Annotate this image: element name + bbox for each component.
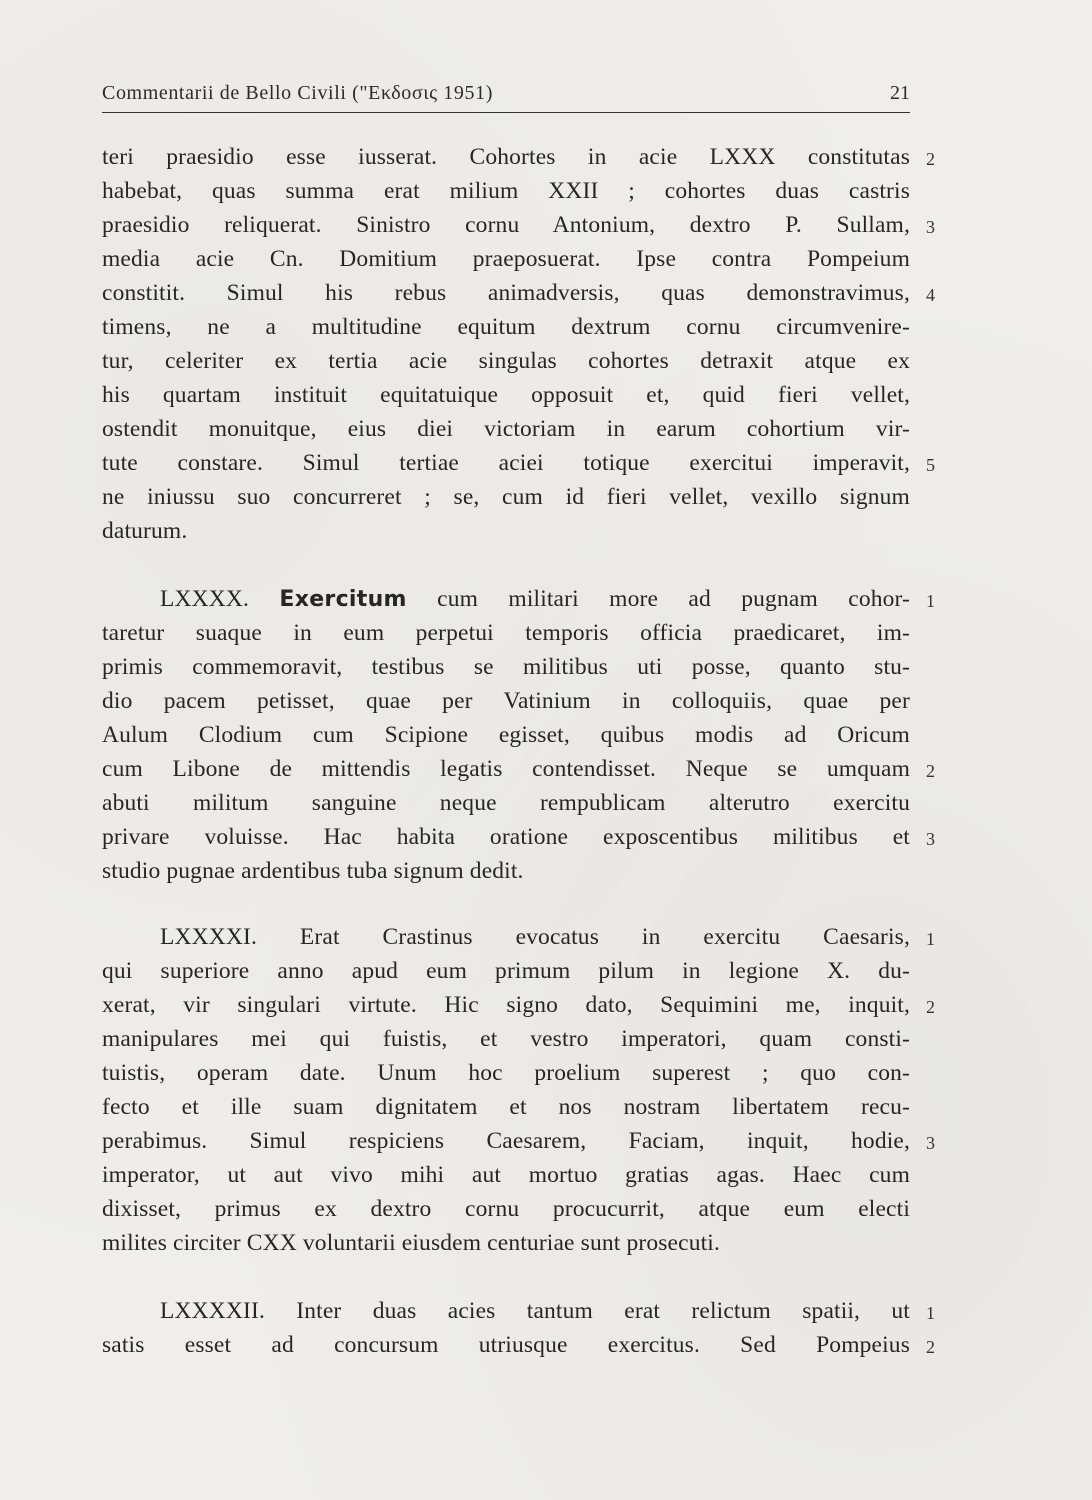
margin-section-number: 2 [926,997,935,1017]
running-header [102,78,910,113]
margin-section-number: 5 [926,455,935,475]
chapter-first-line: LXXXXII. Inter duas acies tantum erat relictum spatii, ut [160,1298,910,1324]
text-line: milites circiter CXX voluntarii eiusdem centuriae sunt prosecuti. [102,1230,720,1256]
text-line: taretur suaque in eum perpetui temporis officia praedicaret, im- [102,620,910,646]
chapter-numeral: LXXXX. [160,586,250,612]
margin-section-number: 2 [926,1337,935,1357]
text-line: tuistis, operam date. Unum hoc proelium superest ; quo con- [102,1060,910,1086]
margin-section-number: 3 [926,217,935,237]
text-line: abuti militum sanguine neque rempublicam alterutro exercitu [102,790,910,816]
margin-section-number: 4 [926,285,935,305]
text-line: dio pacem petisset, quae per Vatinium in colloquiis, quae per [102,688,910,714]
text-line: fecto et ille suam dignitatem et nos nostram libertatem recu- [102,1094,910,1120]
margin-section-number: 2 [926,149,935,169]
text-line: satis esset ad concursum utriusque exercitus. Sed Pompeius [102,1332,910,1358]
text-line: Aulum Clodium cum Scipione egisset, quibus modis ad Oricum [102,722,910,748]
text-line: teri praesidio esse iusserat. Cohortes in acie LXXX constitutas [102,144,910,170]
page-number: 21 [890,82,910,104]
text-line: privare voluisse. Hac habita oratione exposcentibus militibus et [102,824,910,850]
margin-section-number: 1 [926,929,935,949]
text-line: praesidio reliquerat. Sinistro cornu Antonium, dextro P. Sullam, [102,212,910,238]
text-line: timens, ne a multitudine equitum dextrum cornu circumvenire- [102,314,910,340]
text-line: ostendit monuitque, eius diei victoriam in earum cohortium vir- [102,416,910,442]
text-line: tur, celeriter ex tertia acie singulas cohortes detraxit atque ex [102,348,910,374]
text-line: his quartam instituit equitatuique opposuit et, quid fieri vellet, [102,382,910,408]
chapter-first-line [160,582,910,616]
text-line: qui superiore anno apud eum primum pilum in legione X. du- [102,958,910,984]
text-line: media acie Cn. Domitium praeposuerat. Ipse contra Pompeium [102,246,910,272]
margin-section-number: 1 [926,1303,935,1323]
text-line: studio pugnae ardentibus tuba signum dedit. [102,858,524,884]
margin-section-number: 3 [926,1133,935,1153]
text-line: ne iniussu suo concurreret ; se, cum id fieri vellet, vexillo signum [102,484,910,510]
text-line: constitit. Simul his rebus animadversis, quas demonstravimus, [102,280,910,306]
chapter-bold-word: Exercitum [279,587,407,612]
text-line: imperator, ut aut vivo mihi aut mortuo gratias agas. Haec cum [102,1162,910,1188]
chapter-line-rest: cum militari more ad pugnam cohor- [437,586,910,612]
margin-section-number: 3 [926,829,935,849]
text-line: perabimus. Simul respiciens Caesarem, Faciam, inquit, hodie, [102,1128,910,1154]
text-line: dixisset, primus ex dextro cornu procucurrit, atque eum electi [102,1196,910,1222]
margin-section-number: 2 [926,761,935,781]
text-line: xerat, vir singulari virtute. Hic signo dato, Sequimini me, inquit, [102,992,910,1018]
text-line: cum Libone de mittendis legatis contendisset. Neque se umquam [102,756,910,782]
margin-section-number: 1 [926,591,935,611]
text-line: daturum. [102,518,188,544]
text-line: manipulares mei qui fuistis, et vestro imperatori, quam consti- [102,1026,910,1052]
header-title: Commentarii de Bello Civili ("Εκδοσις 1951) [102,82,493,104]
text-line: tute constare. Simul tertiae aciei totique exercitui imperavit, [102,450,910,476]
chapter-first-line: LXXXXI. Erat Crastinus evocatus in exercitu Caesaris, [160,924,910,950]
text-line: habebat, quas summa erat milium XXII ; cohortes duas castris [102,178,910,204]
text-line: primis commemoravit, testibus se militibus uti posse, quanto stu- [102,654,910,680]
